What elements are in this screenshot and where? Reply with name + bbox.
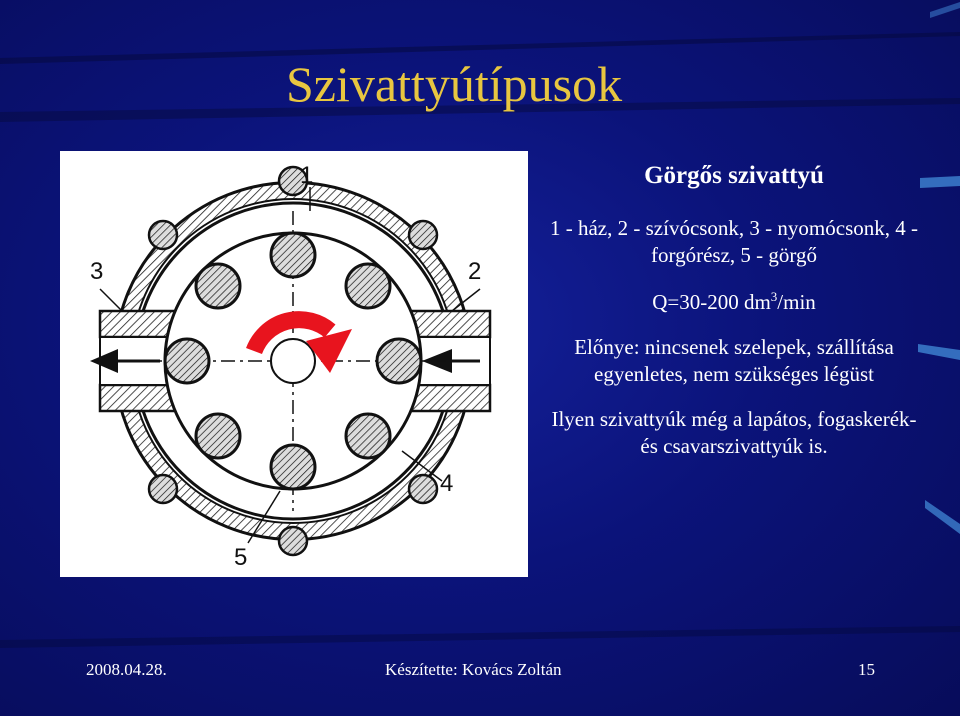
footer-page-number: 15 [858, 660, 875, 679]
flow-rate-text [548, 289, 920, 316]
figure-label-4: 4 [440, 470, 454, 497]
slide-title: Szivattyútípusok [286, 56, 623, 112]
slide-subtitle: Görgős szivattyú [644, 162, 824, 189]
other-types-text: Ilyen szivattyúk még a lapátos, fogaskerék- és csavarszivattyúk is. [551, 407, 917, 458]
flow-rate-suffix: /min [777, 290, 816, 314]
footer-author: Készítette: Kovács Zoltán [385, 660, 562, 679]
roller-pump-diagram [60, 151, 528, 577]
figure-label-1: 1 [300, 162, 314, 189]
footer-date: 2008.04.28. [86, 660, 167, 679]
parts-list-text: 1 - ház, 2 - szívócsonk, 3 - nyomócsonk, 4 - forgórész, 5 - görgő [549, 216, 918, 267]
figure-label-5: 5 [234, 544, 248, 571]
figure-label-2: 2 [468, 258, 482, 285]
advantages-text: Előnye: nincsenek szelepek, szállítása egyenletes, nem szükséges légüst [574, 335, 894, 386]
figure-label-3: 3 [90, 258, 104, 285]
flow-rate-exponent: 3 [770, 289, 778, 304]
flow-rate-prefix: Q=30-200 dm [652, 290, 771, 314]
content-column [548, 158, 920, 460]
